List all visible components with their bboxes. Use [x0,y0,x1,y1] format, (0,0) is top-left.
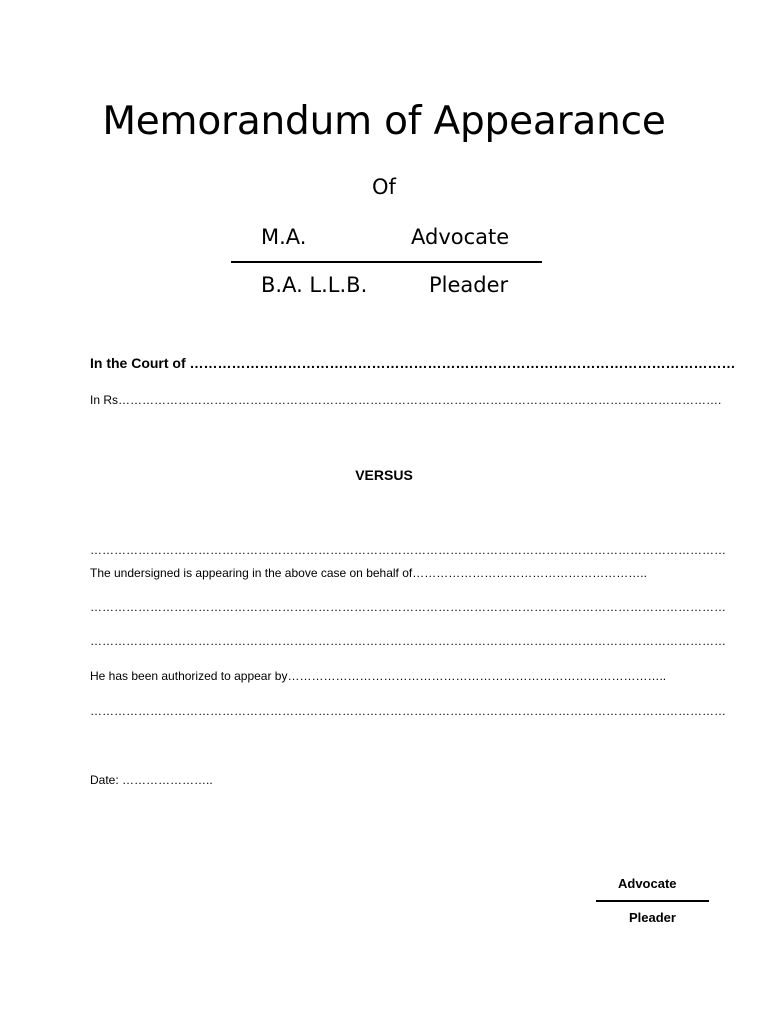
versus-heading: VERSUS [355,467,413,483]
date-line: Date: ………………….. [90,773,213,787]
court-line: In the Court of ……………………………………………………………………………………………………… [90,355,736,371]
of-label: Of [372,175,396,199]
dotted-line-3: …………………………………………………………………………………………………………………………………………… [90,634,726,648]
dotted-line-1: …………………………………………………………………………………………………………………………………………… [90,543,726,557]
signature-advocate: Advocate [618,876,677,891]
dotted-line-2: …………………………………………………………………………………………………………………………………………… [90,600,726,614]
role-bottom: Pleader [429,273,509,297]
degree-bottom: B.A. L.L.B. [261,273,368,297]
signature-divider [596,900,709,902]
dotted-line-4: …………………………………………………………………………………………………………………………………………… [90,704,726,718]
behalf-line: The undersigned is appearing in the above case on behalf of………………………………………………….. [90,566,647,580]
degree-top: M.A. [261,225,307,249]
rs-line: In Rs……………………………………………………………………………………………………………………………………. [90,393,722,407]
signature-pleader: Pleader [629,910,676,925]
role-top: Advocate [411,225,510,249]
authorized-line: He has been authorized to appear by………………………………………………………………………………….. [90,669,667,683]
document-title: Memorandum of Appearance [102,99,666,144]
qualification-divider [231,261,542,263]
